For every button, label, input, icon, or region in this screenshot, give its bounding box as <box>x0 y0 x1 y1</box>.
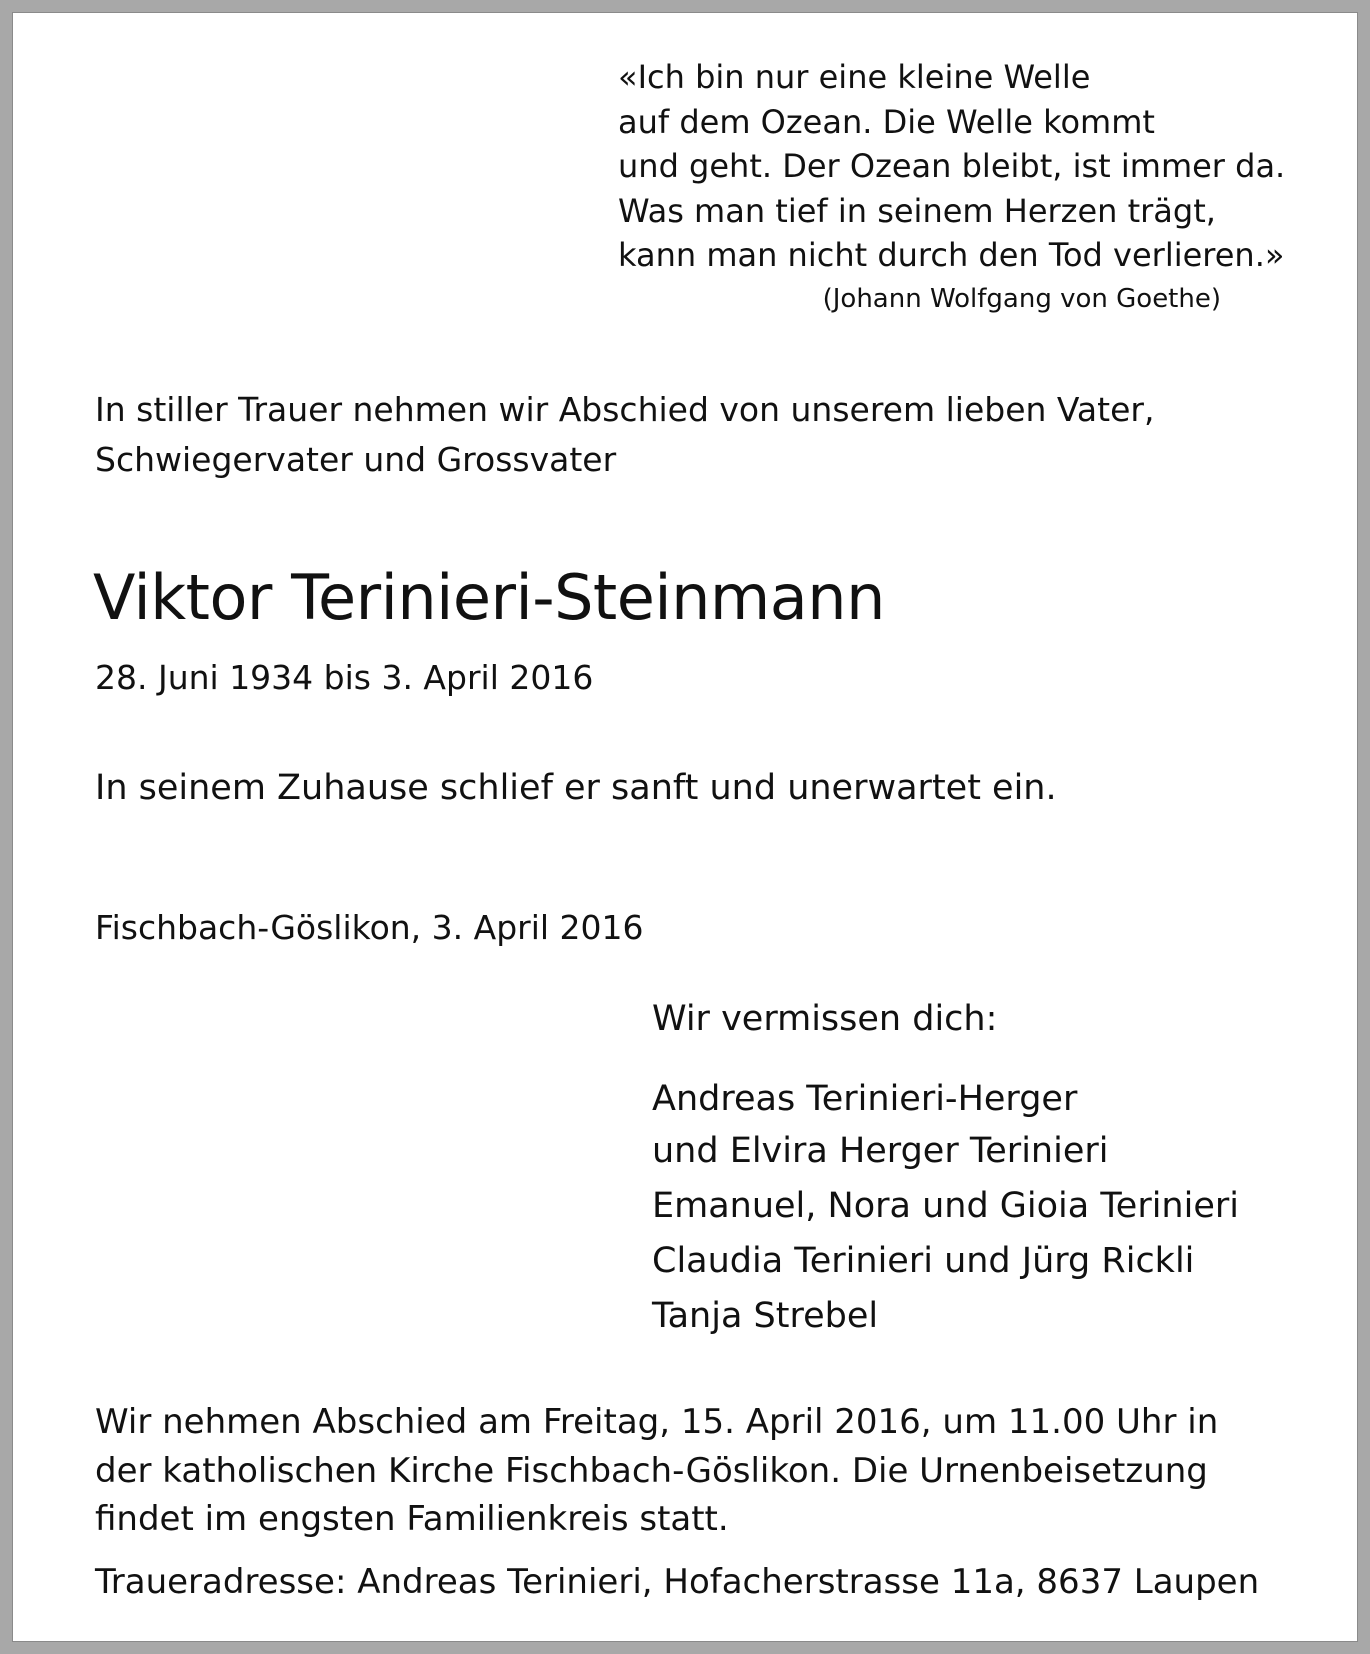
mourner-line: Tanja Strebel <box>652 1296 879 1336</box>
quote-line: kann man nicht durch den Tod verlieren.» <box>618 236 1285 275</box>
obituary-notice <box>12 12 1358 1642</box>
mourner-line: Emanuel, Nora und Gioia Terinieri <box>652 1186 1239 1226</box>
service-info <box>95 1398 1218 1544</box>
quote-line: auf dem Ozean. Die Welle kommt <box>618 102 1155 141</box>
goethe-quote <box>618 55 1285 278</box>
mourners-heading: Wir vermissen dich: <box>652 999 998 1039</box>
life-dates: 28. Juni 1934 bis 3. April 2016 <box>95 658 594 697</box>
service-line: findet im engsten Familienkreis statt. <box>95 1499 729 1539</box>
mourners-list <box>652 1072 1239 1344</box>
passing-note: In seinem Zuhause schlief er sanft und unerwartet ein. <box>95 768 1057 808</box>
mourner-line: und Elvira Herger Terinieri <box>652 1131 1109 1171</box>
mourner-line: Claudia Terinieri und Jürg Rickli <box>652 1241 1195 1281</box>
intro-text <box>95 385 1154 485</box>
mourner-line: Andreas Terinieri-Herger <box>652 1079 1078 1119</box>
place-and-date: Fischbach-Göslikon, 3. April 2016 <box>95 908 644 947</box>
mourning-address: Traueradresse: Andreas Terinieri, Hofacherstrasse 11a, 8637 Laupen <box>95 1562 1260 1602</box>
quote-line: Was man tief in seinem Herzen trägt, <box>618 191 1216 230</box>
quote-line: und geht. Der Ozean bleibt, ist immer da. <box>618 147 1286 186</box>
intro-line: Schwiegervater und Grossvater <box>95 440 617 479</box>
intro-line: In stiller Trauer nehmen wir Abschied von unserem lieben Vater, <box>95 390 1155 429</box>
quote-author: (Johann Wolfgang von Goethe) <box>822 284 1221 314</box>
quote-line: «Ich bin nur eine kleine Welle <box>618 58 1091 96</box>
service-line: der katholischen Kirche Fischbach-Göslikon. Die Urnenbeisetzung <box>95 1450 1208 1491</box>
deceased-name: Viktor Terinieri-Steinmann <box>93 561 885 634</box>
service-line: Wir nehmen Abschied am Freitag, 15. April 2016, um 11.00 Uhr in <box>95 1402 1219 1442</box>
